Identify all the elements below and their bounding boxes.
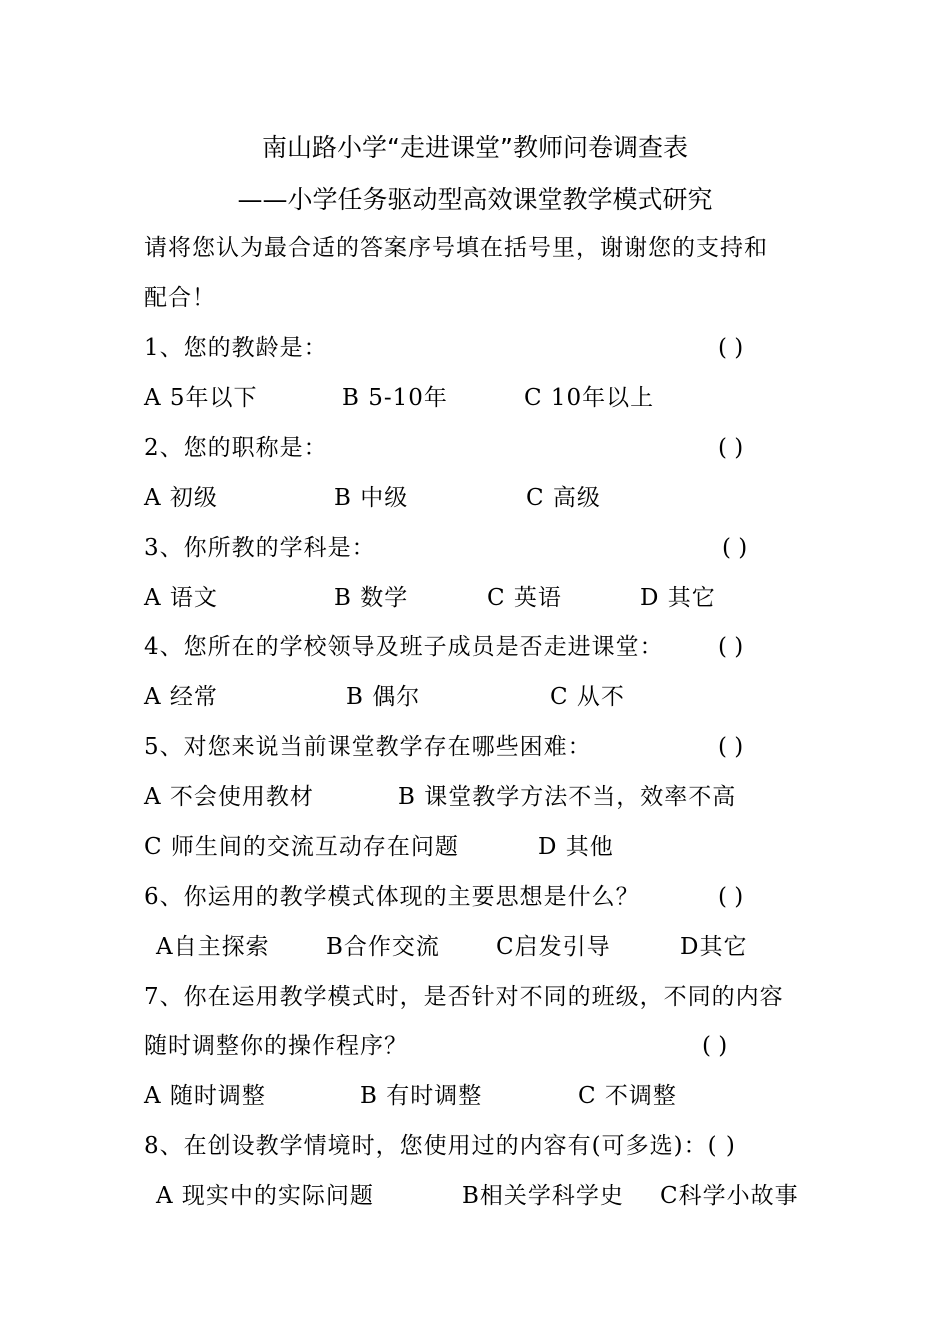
q3-option-c: C 英语: [487, 585, 562, 611]
q2-option-c: C 高级: [526, 485, 601, 511]
intro-text-line-1: 请将您认为最合适的答案序号填在括号里，谢谢您的支持和: [144, 235, 768, 261]
q4-option-a: A 经常: [144, 684, 218, 710]
q8-option-a: A 现实中的实际问题: [156, 1183, 374, 1209]
q6-option-a: A自主探索: [156, 934, 270, 960]
q5-option-a: A 不会使用教材: [144, 784, 314, 810]
question-3: 3、你所教的学科是：: [144, 535, 376, 561]
page-subtitle: ——小学任务驱动型高效课堂教学模式研究: [237, 185, 713, 214]
q5-option-b: B 课堂教学方法不当，效率不高: [398, 784, 737, 810]
question-7-line-2: 随时调整你的操作程序？: [144, 1033, 408, 1059]
question-1: 1、您的教龄是：: [144, 335, 328, 361]
question-2: 2、您的职称是：: [144, 435, 328, 461]
q3-option-b: B 数学: [334, 585, 409, 611]
q2-option-b: B 中级: [334, 485, 409, 511]
answer-blank-2[interactable]: ( ): [718, 435, 744, 461]
question-4: 4、您所在的学校领导及班子成员是否走进课堂：: [144, 634, 664, 660]
answer-blank-7[interactable]: ( ): [702, 1033, 728, 1059]
answer-blank-1[interactable]: ( ): [718, 335, 744, 361]
q7-option-a: A 随时调整: [144, 1083, 266, 1109]
intro-text-line-2: 配合！: [144, 285, 216, 311]
q5-option-c: C 师生间的交流互动存在问题: [144, 834, 459, 860]
q1-option-c: C 10年以上: [524, 385, 655, 411]
question-6: 6、你运用的教学模式体现的主要思想是什么？: [144, 884, 640, 910]
q3-option-a: A 语文: [144, 585, 218, 611]
q8-option-b: B相关学科学史: [462, 1183, 624, 1209]
q7-option-c: C 不调整: [578, 1083, 677, 1109]
page-title: 南山路小学“走进课堂”教师问卷调查表: [262, 133, 688, 162]
q6-option-c: C启发引导: [496, 934, 611, 960]
q3-option-d: D 其它: [640, 585, 716, 611]
q7-option-b: B 有时调整: [360, 1083, 483, 1109]
answer-blank-6[interactable]: ( ): [718, 884, 744, 910]
q6-option-b: B合作交流: [326, 934, 440, 960]
q2-option-a: A 初级: [144, 485, 218, 511]
q1-option-b: B 5-10年: [342, 385, 448, 411]
question-8: 8、在创设教学情境时，您使用过的内容有(可多选)：( ): [144, 1133, 736, 1159]
q5-option-d: D 其他: [538, 834, 614, 860]
q4-option-b: B 偶尔: [346, 684, 421, 710]
answer-blank-3[interactable]: ( ): [722, 535, 748, 561]
answer-blank-5[interactable]: ( ): [718, 734, 744, 760]
question-5: 5、对您来说当前课堂教学存在哪些困难：: [144, 734, 592, 760]
q4-option-c: C 从不: [550, 684, 625, 710]
answer-blank-4[interactable]: ( ): [718, 634, 744, 660]
question-7-line-1: 7、你在运用教学模式时，是否针对不同的班级，不同的内容: [144, 984, 784, 1010]
q8-option-c: C科学小故事: [660, 1183, 799, 1209]
q1-option-a: A 5年以下: [144, 385, 258, 411]
q6-option-d: D其它: [680, 934, 748, 960]
